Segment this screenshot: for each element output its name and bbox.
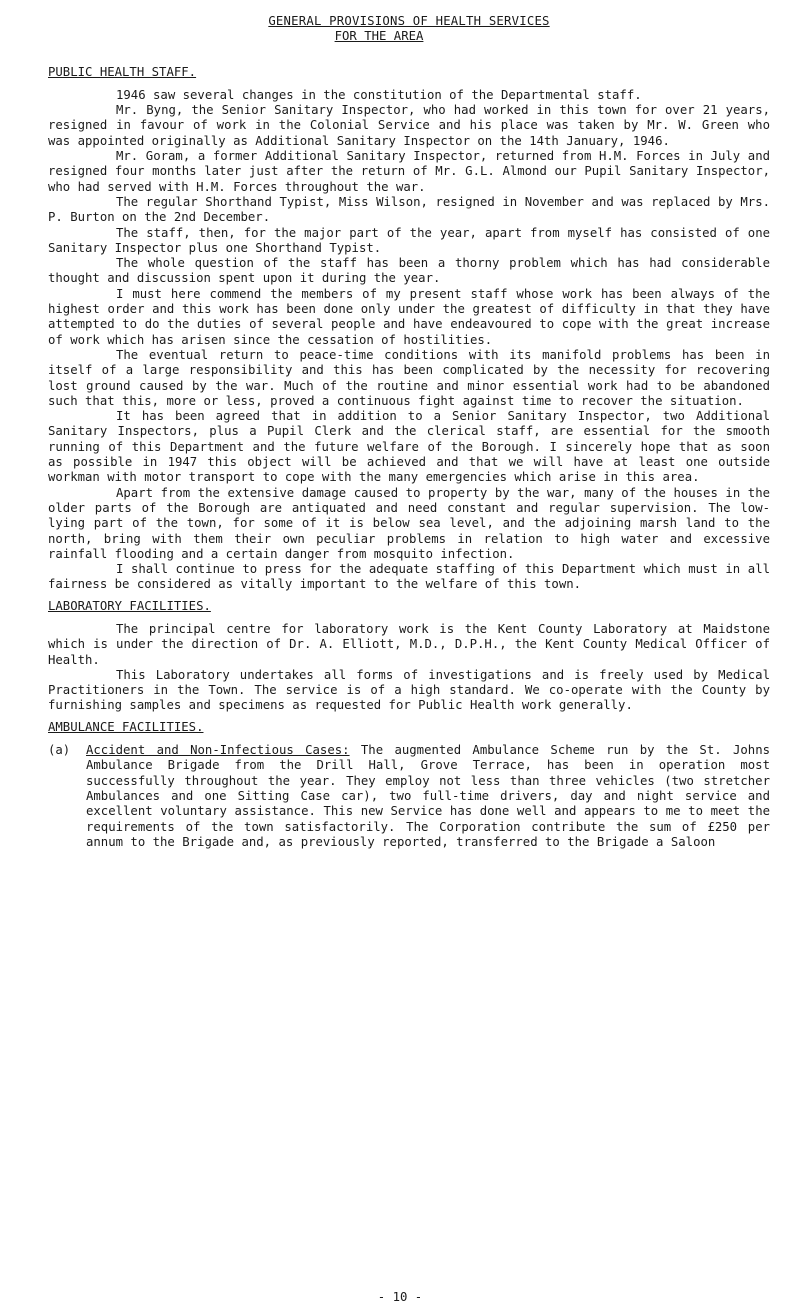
ambulance-item-a: [48, 743, 770, 850]
staff-paragraph: The whole question of the staff has been a thorny problem which has had considerable thought and discussion spent upon it during the year.: [48, 256, 770, 286]
laboratory-heading: LABORATORY FACILITIES.: [48, 598, 211, 613]
staff-paragraph: The eventual return to peace-time conditions with its manifold problems has been in itself of a large responsibility and this has been complicated by the necessity for recovering lost ground caused by the war. Much of the routine and minor essential work had to be abandoned such that this, more or less, proved a continuous fight against time to recover the situation.: [48, 347, 770, 408]
item-text: The augmented Ambulance Scheme run by the St. Johns Ambulance Brigade from the Drill Hall, Grove Terrace, has been in operation most successfully throughout the year. They employ not less than three vehicles (two stretcher Ambulances and one Sitting Case car), two full-time drivers, day and night service and excellent voluntary assistance. This new Service has done well and appears to me to meet the requirements of the town satisfactorily. The Corporation contribute the sum of £250 per annum to the Brigade and, as previously reported, transferred to the Brigade a Saloon: [86, 743, 771, 849]
staff-paragraph: I shall continue to press for the adequate staffing of this Department which must in all fairness be considered as vitally important to the welfare of this town.: [48, 562, 770, 592]
item-title: Accident and Non-Infectious Cases:: [86, 743, 350, 758]
laboratory-paragraph: This Laboratory undertakes all forms of investigations and is freely used by Medical Practitioners in the Town. The service is of a high standard. We co-operate with the County by furnishing samples and specimens as requested for Public Health work generally.: [48, 667, 770, 713]
staff-paragraph: It has been agreed that in addition to a Senior Sanitary Inspector, two Additional Sanitary Inspectors, plus a Pupil Clerk and the clerical staff, are essential for the smooth running of this Department and the future welfare of the Borough. I sincerely hope that as soon as possible in 1947 this object will be achieved and that we will have at least one outside workman with motor transport to cope with the many emergencies which arise in this area.: [48, 409, 770, 485]
page-subtitle: FOR THE AREA: [334, 29, 424, 44]
item-body: [86, 743, 770, 850]
staff-heading: PUBLIC HEALTH STAFF.: [48, 64, 197, 79]
page-title: GENERAL PROVISIONS OF HEALTH SERVICES: [268, 14, 550, 28]
staff-paragraph: The staff, then, for the major part of the year, apart from myself has consisted of one Sanitary Inspector plus one Shorthand Typist.: [48, 225, 770, 255]
staff-paragraph: I must here commend the members of my present staff whose work has been always of the highest order and this work has been done only under the greatest of difficulty in that they have attempted to do the duties of several people and have endeavoured to cope with the great increase of work which has arisen since the cessation of hostilities.: [48, 286, 770, 347]
staff-paragraph: Mr. Byng, the Senior Sanitary Inspector, who had worked in this town for over 21 years, resigned in favour of work in the Colonial Service and his place was taken by Mr. W. Green who was appointed originally as Additional Sanitary Inspector on the 14th January, 1946.: [48, 103, 770, 148]
item-label: (a): [48, 743, 71, 758]
title-block: [48, 14, 770, 45]
staff-paragraph: Mr. Goram, a former Additional Sanitary Inspector, returned from H.M. Forces in July and resigned four months later just after the return of Mr. G.L. Almond our Pupil Sanitary Inspector, who had served with H.M. Forces throughout the war.: [48, 149, 770, 194]
document-page: [48, 14, 770, 850]
laboratory-paragraph: The principal centre for laboratory work is the Kent County Laboratory at Maidstone which is under the direction of Dr. A. Elliott, M.D., D.P.H., the Kent County Medical Officer of Health.: [48, 621, 770, 667]
staff-paragraph: The regular Shorthand Typist, Miss Wilson, resigned in November and was replaced by Mrs. P. Burton on the 2nd December.: [48, 194, 770, 225]
staff-paragraph: 1946 saw several changes in the constitution of the Departmental staff.: [116, 87, 642, 102]
ambulance-heading: AMBULANCE FACILITIES.: [48, 719, 204, 734]
page-number: - 10 -: [377, 1290, 423, 1304]
staff-paragraph: Apart from the extensive damage caused to property by the war, many of the houses in the older parts of the Borough are antiquated and need constant and regular supervision. The low-lying part of the town, for some of it is below sea level, and the adjoining marsh land to the north, bring with them their own peculiar problems in relation to high water and excessive rainfall flooding and a certain danger from mosquito infection.: [48, 485, 770, 561]
